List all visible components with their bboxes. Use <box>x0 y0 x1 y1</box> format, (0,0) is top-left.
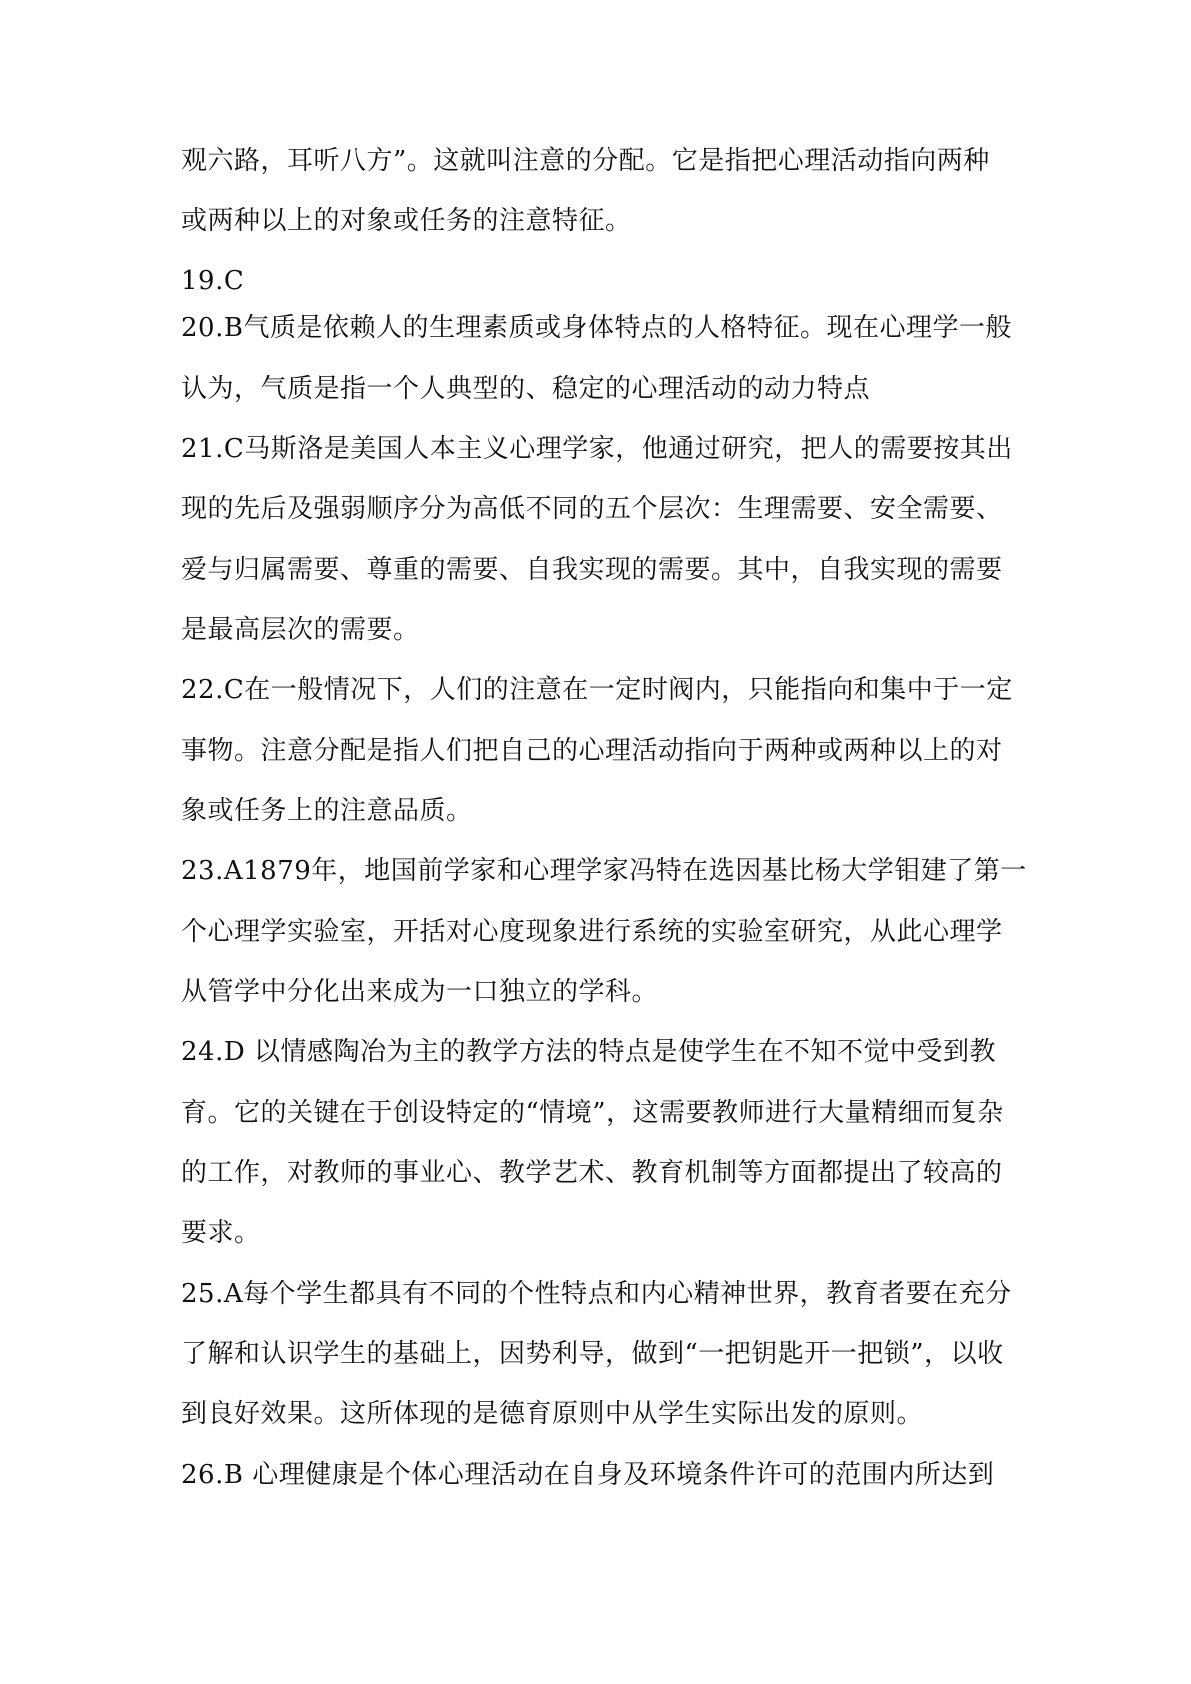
text-line: 24.D 以情感陶冶为主的教学方法的特点是使学生在不知不觉中受到教 <box>181 1037 996 1067</box>
text-line: 育。它的关键在于创设特定的“情境”，这需要教师进行大量精细而复杂 <box>181 1098 1004 1128</box>
text-line: 的工作，对教师的事业心、教学艺术、教育机制等方面都提出了较高的 <box>181 1158 1003 1188</box>
text-line: 20.B气质是依赖人的生理素质或身体特点的人格特征。现在心理学一般 <box>181 313 1012 343</box>
text-line: 26.B 心理健康是个体心理活动在自身及环境条件许可的范围内所达到 <box>181 1460 995 1490</box>
answer-number: 19.C <box>181 266 245 296</box>
text-line: 现的先后及强弱顺序分为高低不同的五个层次：生理需要、安全需要、 <box>181 494 1003 524</box>
text-line: 23.A1879年，地国前学家和心理学家冯特在选因基比杨大学钼建了第一 <box>181 856 1027 886</box>
text-line: 从管学中分化出来成为一口独立的学科。 <box>181 977 659 1007</box>
text-line: 了解和认识学生的基础上，因势利导，做到“一把钥匙开一把锁”，以收 <box>181 1339 1004 1369</box>
text-line: 认为，气质是指一个人典型的、稳定的心理活动的动力特点 <box>181 374 871 404</box>
text-line: 是最高层次的需要。 <box>181 615 420 645</box>
text-line: 25.A每个学生都具有不同的个性特点和内心精神世界，教育者要在充分 <box>181 1279 1012 1309</box>
text-line: 观六路，耳听八方”。这就叫注意的分配。它是指把心理活动指向两种 <box>181 146 990 176</box>
text-line: 22.C在一般情况下，人们的注意在一定时阀内，只能指向和集中于一定 <box>181 675 1013 705</box>
text-line: 象或任务上的注意品质。 <box>181 796 473 826</box>
text-line: 事物。注意分配是指人们把自己的心理活动指向于两种或两种以上的对 <box>181 736 1003 766</box>
text-line: 要求。 <box>181 1218 261 1248</box>
text-line: 21.C马斯洛是美国人本主义心理学家，他通过研究，把人的需要按其出 <box>181 434 1013 464</box>
text-line: 或两种以上的对象或任务的注意特征。 <box>181 206 632 236</box>
text-line: 到良好效果。这所体现的是德育原则中从学生实际出发的原则。 <box>181 1399 924 1429</box>
text-line: 个心理学实验室，开括对心度现象进行系统的实验室研究，从此心理学 <box>181 917 1003 947</box>
text-line: 爱与归属需要、尊重的需要、自我实现的需要。其中，自我实现的需要 <box>181 555 1003 585</box>
